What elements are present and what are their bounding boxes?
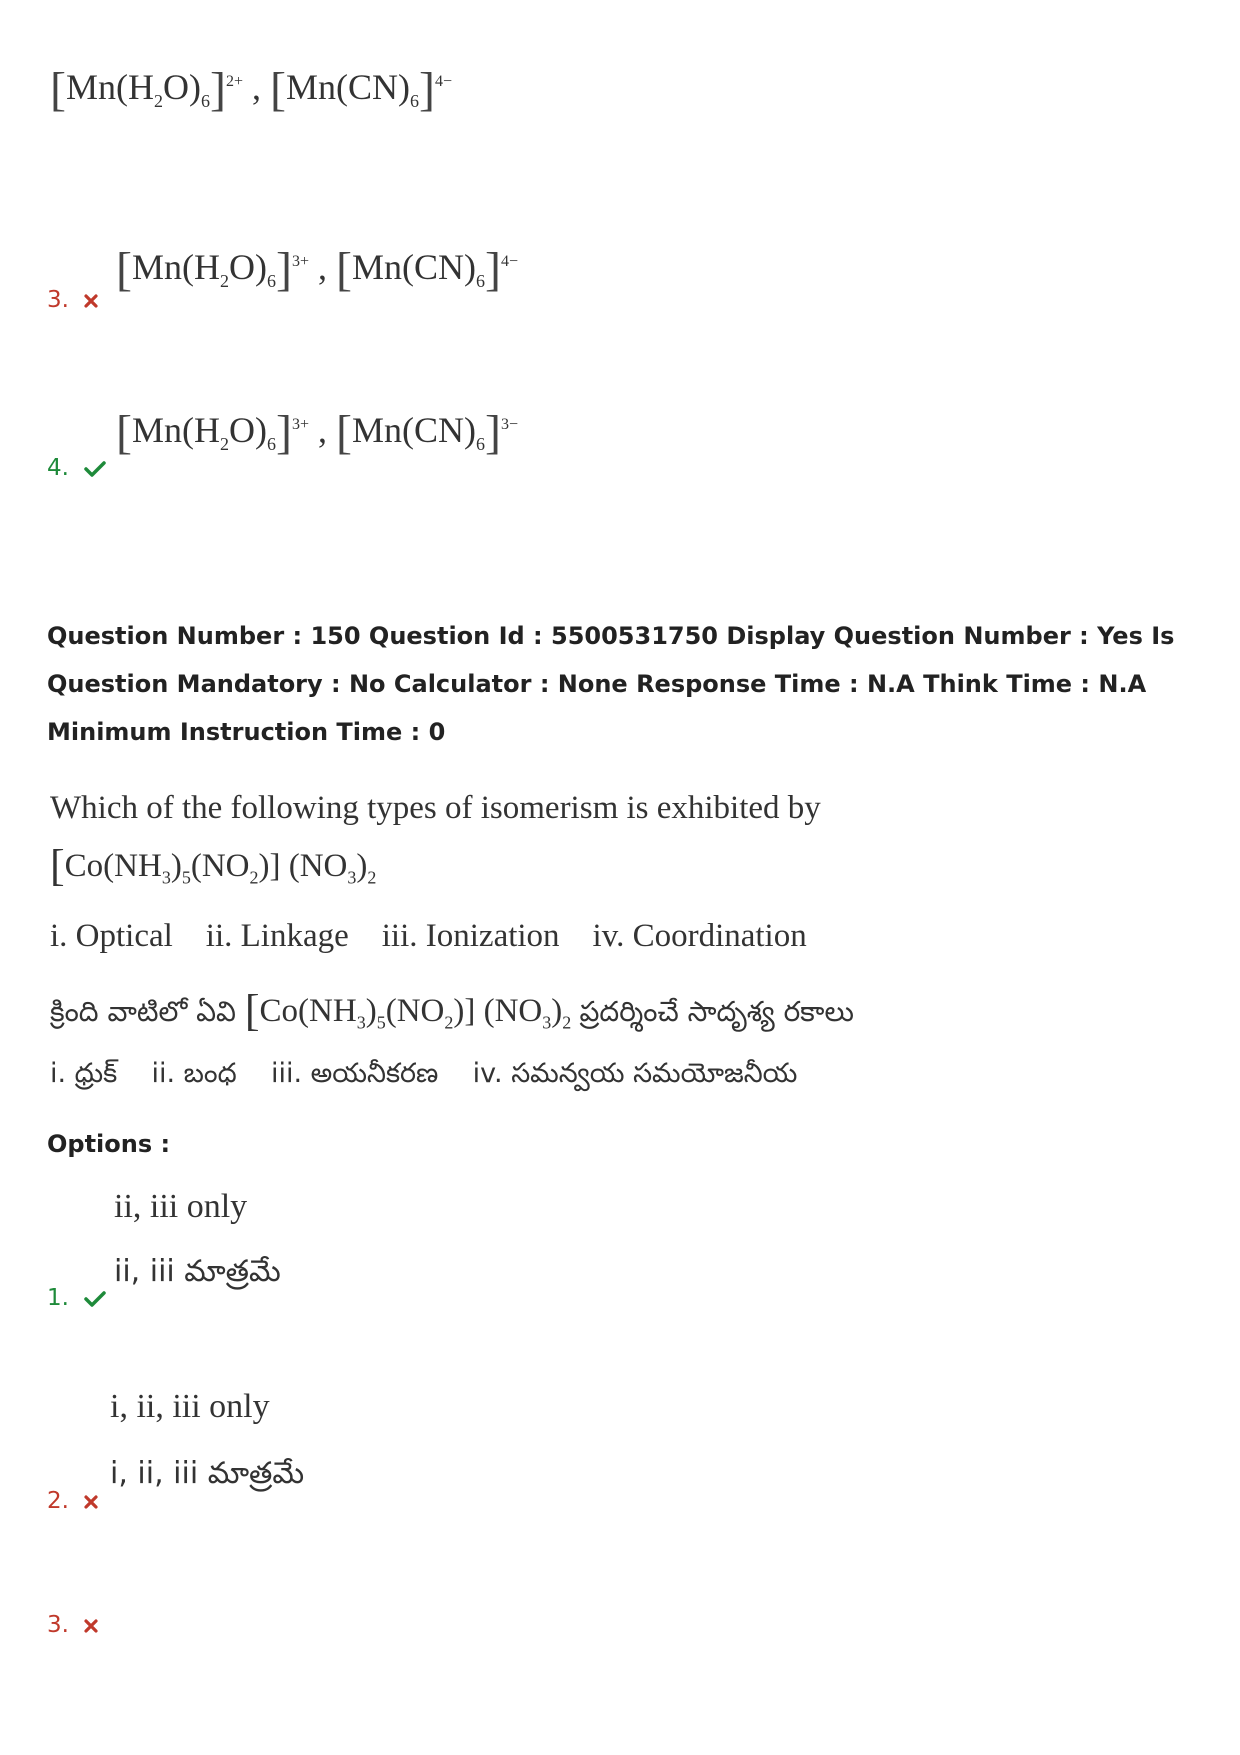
prev-option-4-number: 4. — [47, 455, 106, 481]
option-2-english[interactable]: i, ii, iii only — [110, 1388, 270, 1425]
option-3-number: 3. — [47, 1612, 98, 1638]
question-choices-english: i. Optical ii. Linkage iii. Ionization iv. Coordination — [50, 918, 807, 954]
option-1-english[interactable]: ii, iii only — [114, 1188, 248, 1225]
prev-option-4-formula: $[Mn(H_2O)_6]^{3+}$ , $[Mn(CN)_6]^{3-}$ — [116, 406, 519, 459]
cross-icon — [84, 1488, 98, 1514]
option-1-telugu[interactable]: ii, iii మాత్రమే — [114, 1254, 281, 1289]
prev-option-3-formula: $[Mn(H_2O)_6]^{3+}$ , $[Mn(CN)_6]^{4-}$ — [116, 243, 519, 296]
checkmark-icon — [84, 1285, 106, 1311]
prev-option-3-number: 3. — [47, 287, 98, 313]
question-compound-formula: $[Co(NH_3)_5(NO_2)]$ $(NO_3)_2$ — [50, 841, 377, 890]
option-2-telugu[interactable]: i, ii, iii మాత్రమే — [110, 1456, 305, 1491]
cross-icon — [84, 1612, 98, 1638]
option-1-number: 1. — [47, 1285, 106, 1311]
option-2-number: 2. — [47, 1488, 98, 1514]
question-stem-telugu: క్రింది వాటిలో ఏవి $[Co(NH_3)_5(NO_2)]$ $(NO_3)_2$ ప్రదర్శించే సాదృశ్య రకాలు — [50, 986, 854, 1035]
cross-icon — [84, 287, 98, 313]
question-meta: Question Number : 150 Question Id : 5500531750 Display Question Number : Yes Is Question Mandatory : No Calculator : None Response Time : N.A Think Time : N.A Minimum Instruction Time : 0 — [47, 622, 1175, 746]
options-label: Options : — [47, 1130, 171, 1158]
checkmark-icon — [84, 455, 106, 481]
prev-option-2-formula: $[Mn(H_2O)_6]^{2+}$ , $[Mn(CN)_6]^{4-}$ — [50, 63, 453, 116]
question-choices-telugu: i. ధ్రుక్ ii. బంధ iii. అయనీకరణ iv. సమన్వయ సమయోజనీయ — [50, 1058, 798, 1089]
question-stem-english: Which of the following types of isomerism is exhibited by — [50, 790, 821, 826]
